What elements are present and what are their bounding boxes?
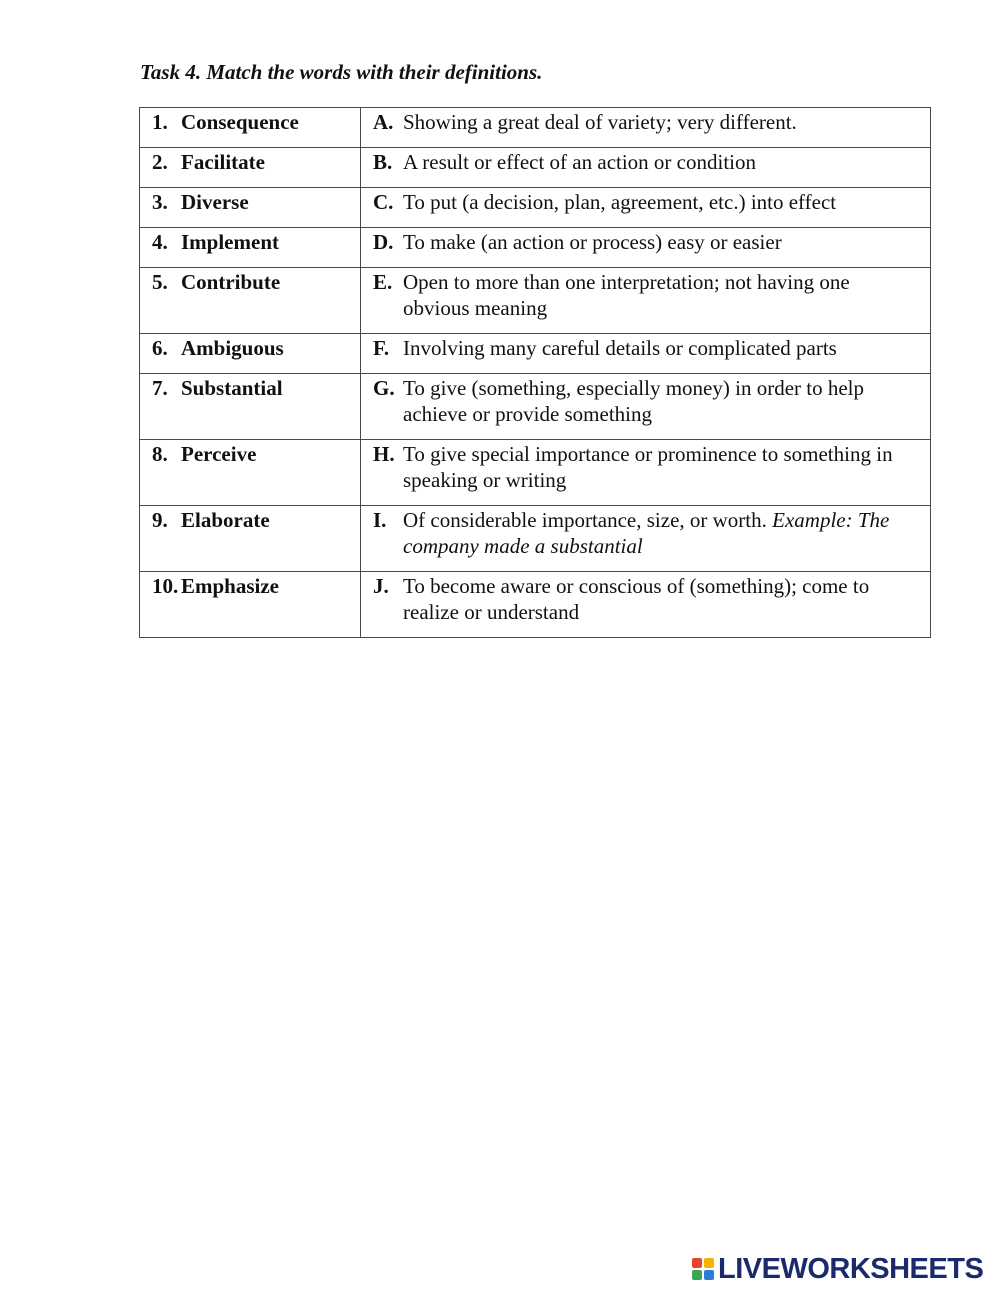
word-text: Consequence xyxy=(181,110,299,134)
word-number: 8. xyxy=(152,442,168,466)
word-number: 10. xyxy=(152,574,179,598)
definition-item xyxy=(373,507,918,559)
word-item xyxy=(152,375,348,401)
word-cell xyxy=(140,334,361,374)
word-cell xyxy=(140,188,361,228)
word-number: 4. xyxy=(152,230,168,254)
definition-text: Involving many careful details or complicated parts xyxy=(403,336,837,360)
word-text: Elaborate xyxy=(181,508,270,532)
logo-square-yellow xyxy=(704,1258,714,1268)
definition-text: To give (something, especially money) in order to help achieve or provide something xyxy=(403,376,864,426)
definition-cell xyxy=(361,572,931,638)
definition-body xyxy=(403,189,918,215)
definition-letter: E. xyxy=(373,270,393,294)
definition-text: Open to more than one interpretation; not having one obvious meaning xyxy=(403,270,850,320)
word-item xyxy=(152,507,348,533)
word-number: 3. xyxy=(152,190,168,214)
definition-cell xyxy=(361,506,931,572)
brand-name: LIVEWORKSHEETS xyxy=(718,1253,984,1285)
word-cell xyxy=(140,374,361,440)
word-text: Contribute xyxy=(181,270,281,294)
table-row xyxy=(140,108,931,148)
definition-letter: B. xyxy=(373,150,393,174)
word-text: Facilitate xyxy=(181,150,265,174)
definition-body xyxy=(403,335,918,361)
word-number: 7. xyxy=(152,376,168,400)
definition-example: Example: The company made a substantial xyxy=(403,508,890,558)
table-row xyxy=(140,228,931,268)
logo-square-red xyxy=(692,1258,702,1268)
definition-text: To make (an action or process) easy or easier xyxy=(403,230,782,254)
table-row xyxy=(140,506,931,572)
definition-item xyxy=(373,109,918,135)
word-number: 1. xyxy=(152,110,168,134)
definition-cell xyxy=(361,268,931,334)
definition-body xyxy=(403,149,918,175)
definition-letter: D. xyxy=(373,230,394,254)
word-cell xyxy=(140,228,361,268)
definition-text: To put (a decision, plan, agreement, etc.) into effect xyxy=(403,190,837,214)
word-text: Implement xyxy=(181,230,279,254)
definition-body xyxy=(403,375,918,427)
word-item xyxy=(152,149,348,175)
definition-item xyxy=(373,375,918,427)
word-item xyxy=(152,269,348,295)
word-cell xyxy=(140,148,361,188)
definition-cell xyxy=(361,374,931,440)
word-cell xyxy=(140,572,361,638)
definition-cell xyxy=(361,334,931,374)
definition-letter: A. xyxy=(373,110,394,134)
word-item xyxy=(152,189,348,215)
table-row xyxy=(140,148,931,188)
definition-item xyxy=(373,335,918,361)
word-item xyxy=(152,229,348,255)
definition-cell xyxy=(361,108,931,148)
definition-body xyxy=(403,573,918,625)
word-text: Emphasize xyxy=(181,574,280,598)
definition-body xyxy=(403,269,918,321)
table-row xyxy=(140,334,931,374)
word-number: 2. xyxy=(152,150,168,174)
definition-body xyxy=(403,229,918,255)
word-item xyxy=(152,573,348,599)
definition-item xyxy=(373,189,918,215)
word-cell xyxy=(140,268,361,334)
table-row xyxy=(140,188,931,228)
word-item xyxy=(152,335,348,361)
definition-text: Showing a great deal of variety; very different. xyxy=(403,110,797,134)
logo-square-blue xyxy=(704,1270,714,1280)
matching-table xyxy=(139,107,931,638)
word-item xyxy=(152,109,348,135)
definition-text: To become aware or conscious of (something); come to realize or understand xyxy=(403,574,870,624)
word-cell xyxy=(140,506,361,572)
liveworksheets-brand xyxy=(692,1253,983,1285)
liveworksheets-logo-icon xyxy=(692,1258,714,1280)
definition-letter: F. xyxy=(373,336,390,360)
definition-item xyxy=(373,441,918,493)
task-title: Task 4. Match the words with their definitions. xyxy=(140,60,543,84)
word-text: Perceive xyxy=(181,442,257,466)
definition-item xyxy=(373,269,918,321)
definition-cell xyxy=(361,188,931,228)
definition-letter: G. xyxy=(373,376,395,400)
table-row xyxy=(140,374,931,440)
definition-body xyxy=(403,441,918,493)
table-row xyxy=(140,268,931,334)
word-number: 5. xyxy=(152,270,168,294)
definition-text: To give special importance or prominence to something in speaking or writing xyxy=(403,442,893,492)
definition-cell xyxy=(361,148,931,188)
word-number: 6. xyxy=(152,336,168,360)
definition-body xyxy=(403,507,918,559)
word-text: Ambiguous xyxy=(181,336,284,360)
table-row xyxy=(140,440,931,506)
definition-letter: C. xyxy=(373,190,394,214)
definition-text: A result or effect of an action or condition xyxy=(403,150,757,174)
word-cell xyxy=(140,440,361,506)
word-text: Diverse xyxy=(181,190,249,214)
word-item xyxy=(152,441,348,467)
logo-square-green xyxy=(692,1270,702,1280)
word-number: 9. xyxy=(152,508,168,532)
definition-letter: J. xyxy=(373,574,389,598)
definition-cell xyxy=(361,228,931,268)
table-row xyxy=(140,572,931,638)
definition-item xyxy=(373,573,918,625)
definition-item xyxy=(373,229,918,255)
word-cell xyxy=(140,108,361,148)
definition-item xyxy=(373,149,918,175)
definition-cell xyxy=(361,440,931,506)
word-text: Substantial xyxy=(181,376,283,400)
definition-letter: I. xyxy=(373,508,387,532)
definition-body xyxy=(403,109,918,135)
definition-letter: H. xyxy=(373,442,395,466)
definition-text: Of considerable importance, size, or worth. xyxy=(403,508,773,532)
